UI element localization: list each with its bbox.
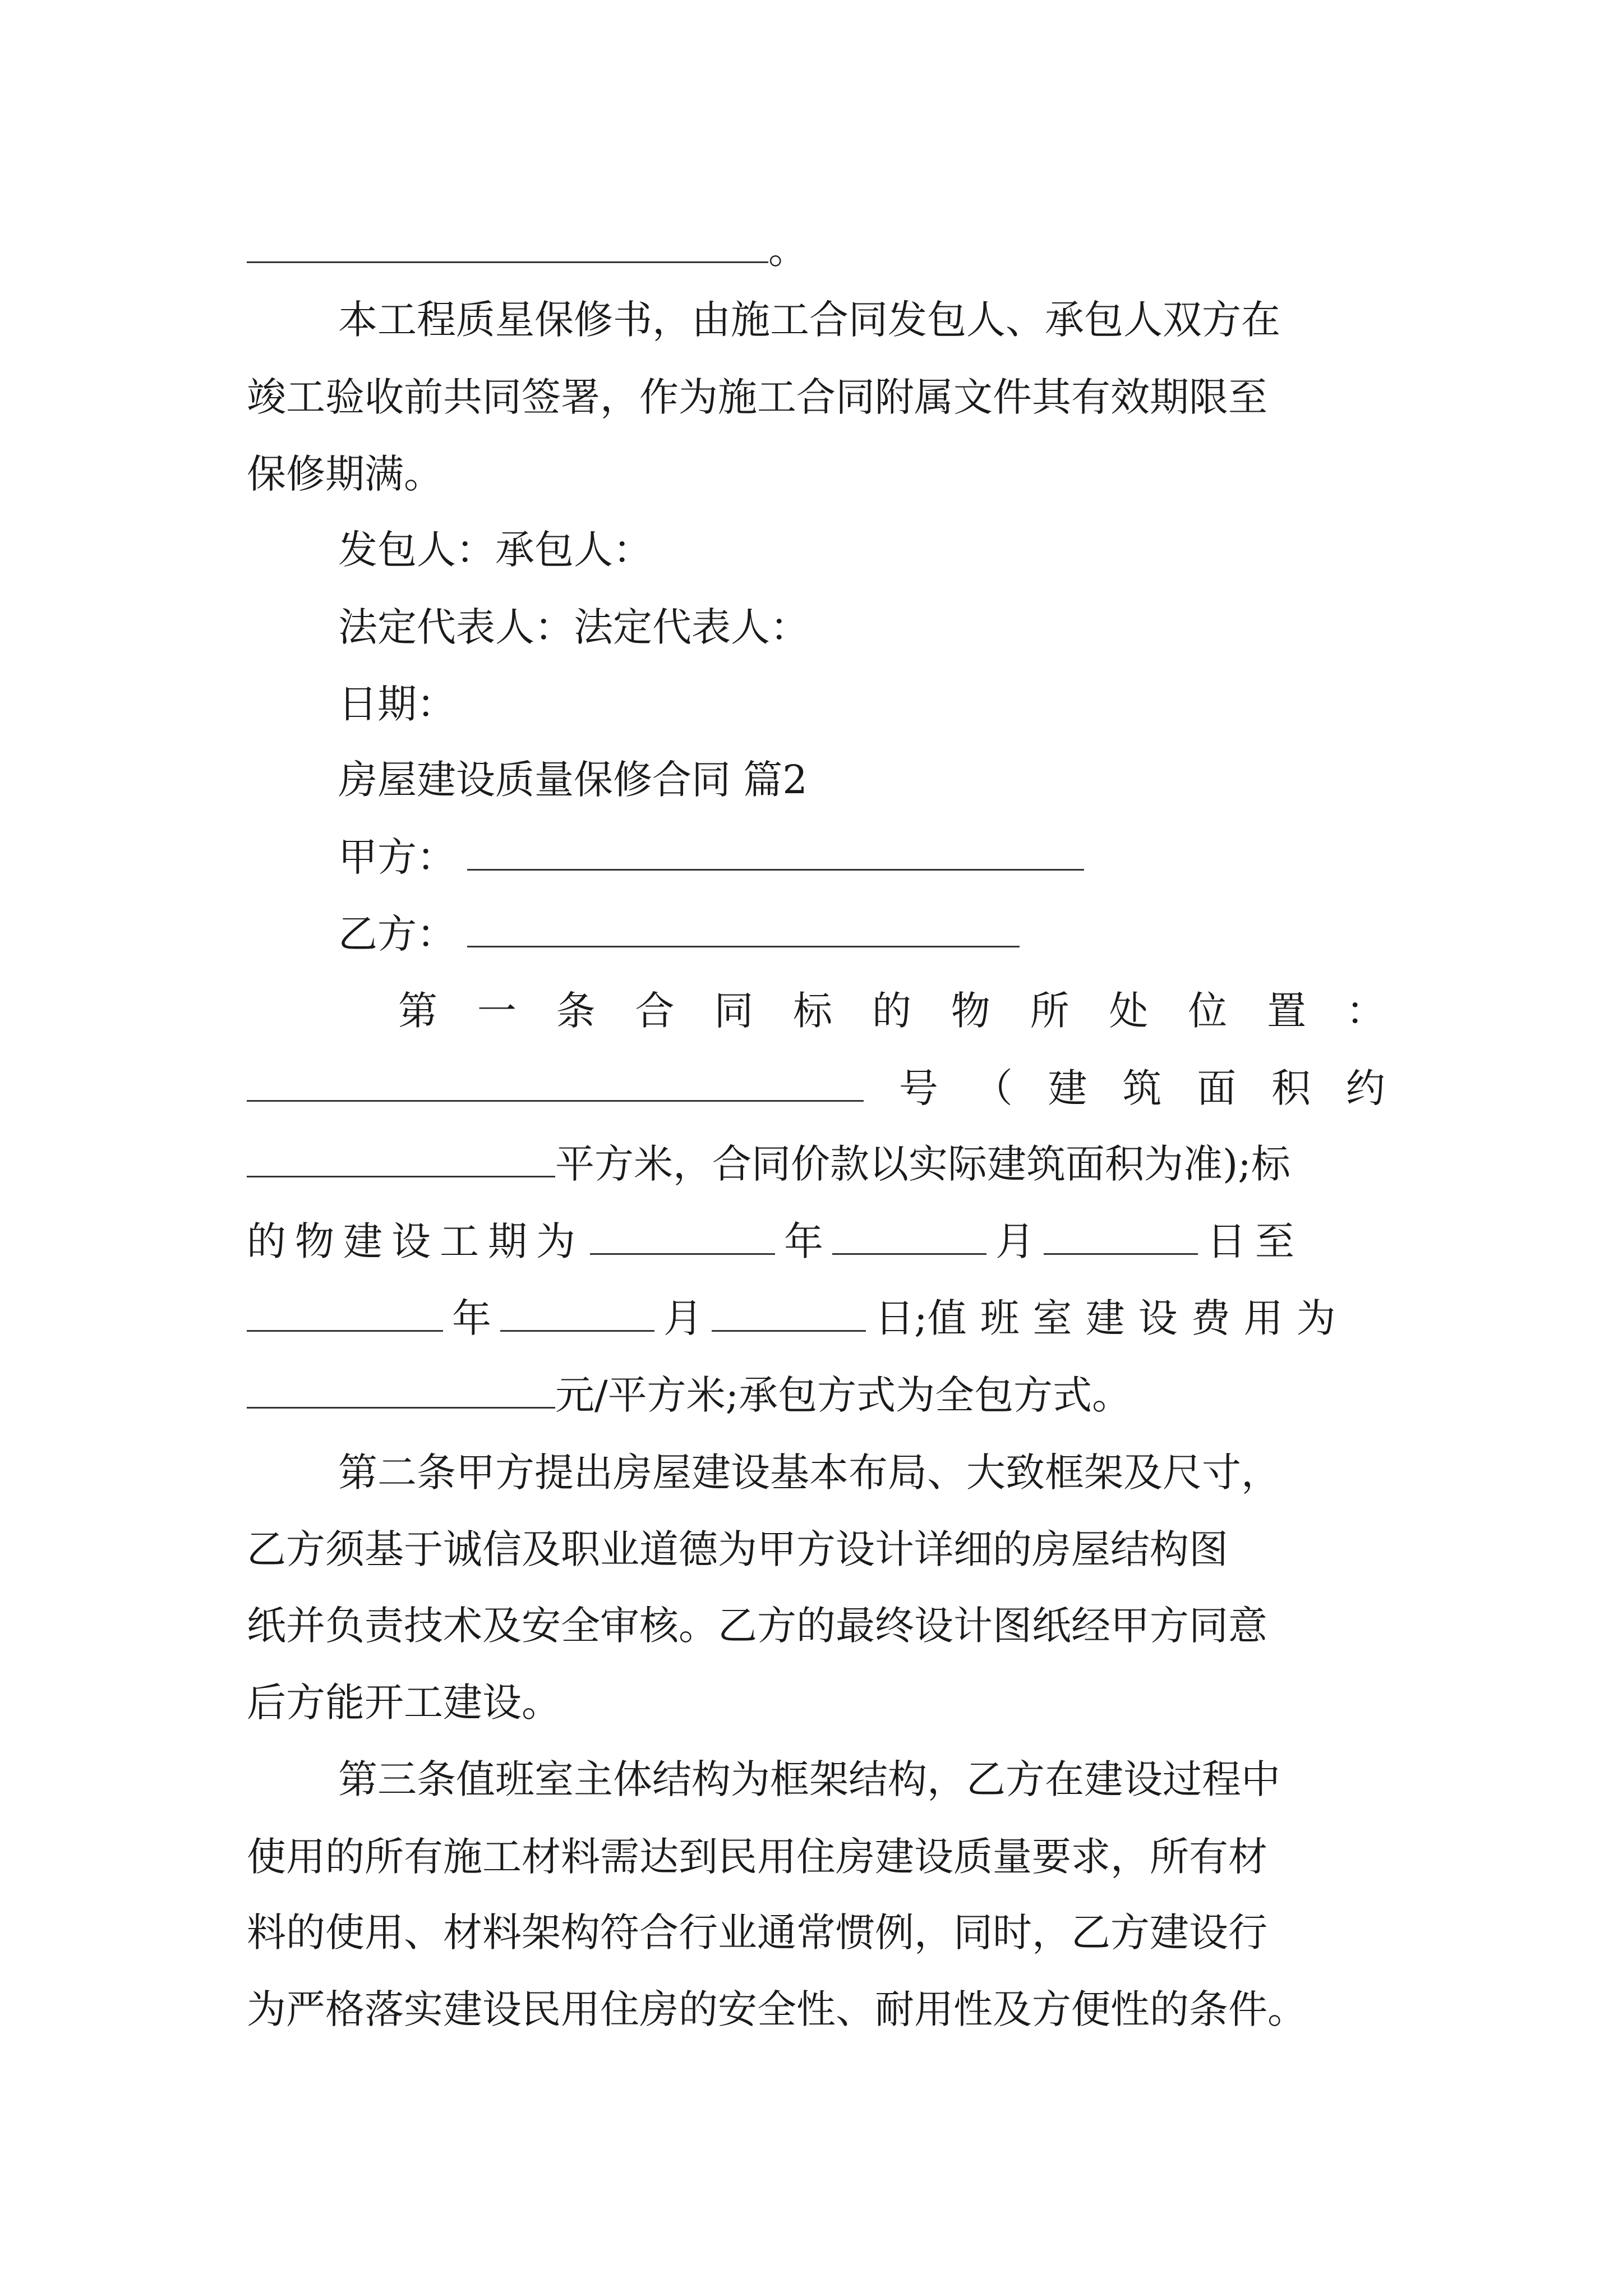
fill-blank (247, 227, 768, 263)
article1-area-char: 约 (1345, 1065, 1385, 1111)
warranty-para-line-2: 竣工验收前共同签署，作为施工合同附属文件其有效期限至 (247, 374, 1267, 420)
start-year-blank (590, 1218, 775, 1255)
article1-price-tail: 元/平方米;承包方式为全包方式。 (555, 1372, 1132, 1418)
article2-line-1: 第二条甲方提出房屋建设基本布局、大致框架及尺寸， (338, 1450, 1280, 1496)
article1-area-char: 筑 (1122, 1065, 1162, 1111)
article1-line-1 (398, 983, 1385, 1039)
article3-line-2: 使用的所有施工材料需达到民用住房建设质量要求，所有材 (247, 1834, 1267, 1880)
area-blank (247, 1141, 555, 1177)
article1-area-char: 建 (1048, 1065, 1087, 1111)
article3-line-4: 为严格落实建设民用住房的安全性、耐用性及方便性的条件。 (247, 1986, 1307, 2032)
article1-area-tail: 平方米，合同价款以实际建筑面积为准);标 (555, 1141, 1290, 1187)
party-a-blank (467, 834, 1084, 871)
article1-heading-char: 处 (1109, 988, 1149, 1034)
article2-line-4: 后方能开工建设。 (247, 1680, 561, 1726)
sign-parties: 发包人：承包人： (338, 527, 652, 573)
article1-heading-char: ： (1345, 988, 1385, 1034)
sign-date: 日期： (338, 681, 456, 727)
article1-line-4 (247, 1213, 1385, 1269)
article1-area-char: 面 (1197, 1065, 1237, 1111)
article1-area-char: （ (973, 1065, 1013, 1111)
end-year-label: 年 (452, 1295, 491, 1341)
article3-line-3: 料的使用、材料架构符合行业通常惯例，同时，乙方建设行 (247, 1910, 1267, 1955)
article2-line-3: 纸并负责技术及安全审核。乙方的最终设计图纸经甲方同意 (247, 1603, 1267, 1649)
article1-area-char: 积 (1271, 1065, 1311, 1111)
location-blank (247, 1065, 864, 1102)
article1-line-3 (247, 1136, 1385, 1192)
article1-line-6 (247, 1367, 1385, 1423)
warranty-para-line-3: 保修期满。 (247, 451, 443, 497)
doc-line-blank-end (247, 222, 1385, 278)
day-to-label: 日至 (1207, 1218, 1303, 1264)
month-label: 月 (995, 1218, 1035, 1264)
article1-line-5 (247, 1290, 1385, 1346)
article1-heading-char: 的 (872, 988, 911, 1034)
article1-area-char: 号 (898, 1065, 938, 1111)
party-a-line (338, 829, 1385, 885)
article1-heading-char: 合 (635, 988, 675, 1034)
article1-heading-char: 位 (1188, 988, 1228, 1034)
sign-legal-reps: 法定代表人：法定代表人： (338, 604, 809, 650)
line-end-mark: 。 (768, 227, 808, 273)
end-day-blank (712, 1295, 866, 1332)
party-b-blank (467, 911, 1020, 947)
duty-room-fee-label: 值班室建设费用为 (927, 1295, 1349, 1341)
article1-heading-char: 置 (1267, 988, 1307, 1034)
article1-heading-char: 同 (714, 988, 754, 1034)
end-month-label: 月 (663, 1295, 703, 1341)
warranty-para-line-1: 本工程质星保修书，由施工合同发包人、承包人双方在 (338, 297, 1280, 343)
article1-heading-char: 所 (1030, 988, 1069, 1034)
end-year-blank (247, 1295, 443, 1332)
article1-line-2 (247, 1060, 1385, 1116)
article1-heading-char: 条 (556, 988, 596, 1034)
start-month-blank (832, 1218, 986, 1255)
article3-line-1: 第三条值班室主体结构为框架结构，乙方在建设过程中 (338, 1756, 1280, 1802)
party-b-label: 乙方： (338, 911, 456, 957)
end-day-label: 日; (875, 1295, 928, 1341)
article1-heading-char: 物 (951, 988, 990, 1034)
article1-heading-char: 第 (398, 988, 437, 1034)
year-label: 年 (784, 1218, 823, 1264)
article1-heading-char: 标 (793, 988, 833, 1034)
construction-period-label: 的物建设工期为 (247, 1218, 584, 1264)
end-month-blank (500, 1295, 654, 1332)
start-day-blank (1044, 1218, 1198, 1255)
section-title: 房屋建设质量保修合同 篇2 (338, 757, 808, 803)
party-a-label: 甲方： (338, 834, 456, 880)
party-b-line (338, 906, 1385, 962)
article1-heading-char: 一 (477, 988, 517, 1034)
article2-line-2: 乙方须基于诚信及职业道德为甲方设计详细的房屋结构图 (247, 1526, 1228, 1572)
unit-price-blank (247, 1372, 555, 1409)
